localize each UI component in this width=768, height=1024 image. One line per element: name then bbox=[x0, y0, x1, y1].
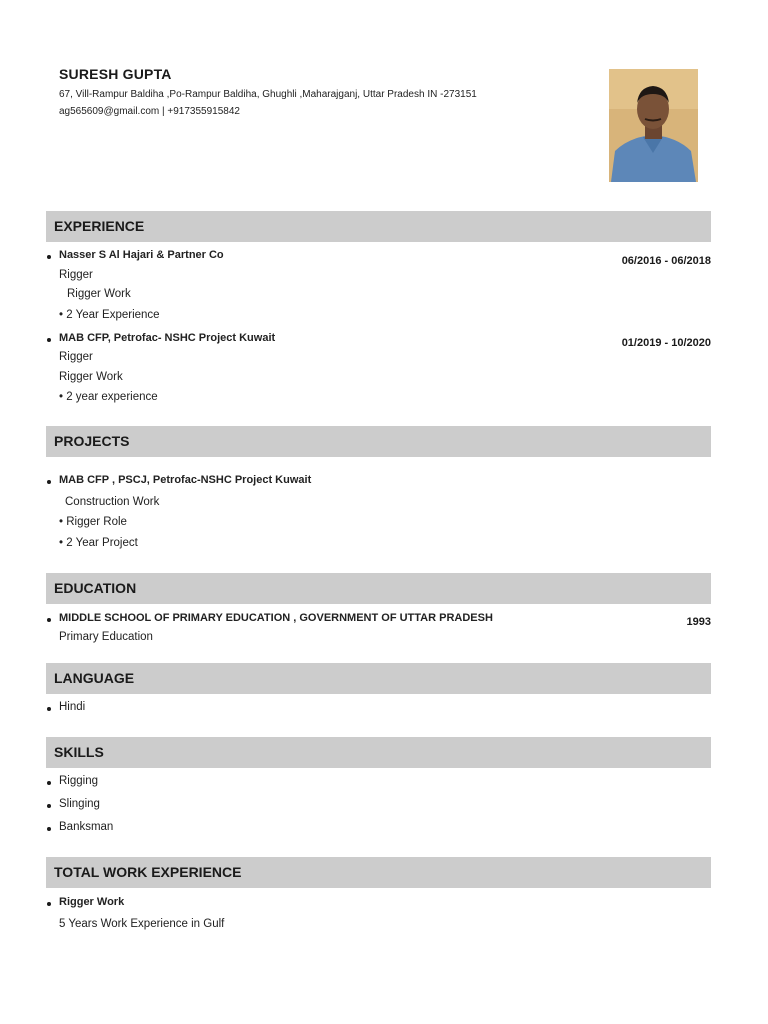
experience-1-detail: • 2 Year Experience bbox=[59, 309, 160, 321]
profile-photo bbox=[609, 69, 698, 182]
experience-2-dates: 01/2019 - 10/2020 bbox=[621, 337, 711, 349]
skills-section-title: SKILLS bbox=[46, 737, 711, 768]
total-experience-heading: Rigger Work bbox=[59, 896, 125, 908]
education-school: MIDDLE SCHOOL OF PRIMARY EDUCATION , GOVERNMENT OF UTTAR PRADESH bbox=[59, 612, 493, 624]
total-experience-detail: 5 Years Work Experience in Gulf bbox=[59, 918, 225, 930]
candidate-contact: ag565609@gmail.com | +917355915842 bbox=[59, 106, 240, 117]
experience-2-company: MAB CFP, Petrofac- NSHC Project Kuwait bbox=[59, 332, 276, 344]
skill-item: Banksman bbox=[59, 821, 114, 833]
candidate-address: 67, Vill-Rampur Baldiha ,Po-Rampur Baldiha, Ghughli ,Maharajganj, Uttar Pradesh IN -273151 bbox=[59, 89, 477, 100]
skill-item: Slinging bbox=[59, 798, 100, 810]
education-degree: Primary Education bbox=[59, 631, 153, 643]
candidate-name: SURESH GUPTA bbox=[59, 66, 172, 82]
experience-2-description: Rigger Work bbox=[59, 371, 123, 383]
experience-1-description: Rigger Work bbox=[67, 288, 131, 300]
project-line: • Rigger Role bbox=[59, 516, 127, 528]
experience-2-role: Rigger bbox=[59, 351, 93, 363]
language-item: Hindi bbox=[59, 701, 86, 713]
education-year: 1993 bbox=[686, 616, 711, 628]
project-name: MAB CFP , PSCJ, Petrofac-NSHC Project Kuwait bbox=[59, 474, 312, 486]
project-line: Construction Work bbox=[65, 496, 160, 508]
total-experience-section-title: TOTAL WORK EXPERIENCE bbox=[46, 857, 711, 888]
resume-header bbox=[59, 66, 599, 120]
experience-1-dates: 06/2016 - 06/2018 bbox=[621, 255, 711, 267]
experience-1-role: Rigger bbox=[59, 269, 93, 281]
experience-1-company: Nasser S Al Hajari & Partner Co bbox=[59, 249, 224, 261]
skill-item: Rigging bbox=[59, 775, 98, 787]
project-line: • 2 Year Project bbox=[59, 537, 138, 549]
education-section-title: EDUCATION bbox=[46, 573, 711, 604]
projects-section-title: PROJECTS bbox=[46, 426, 711, 457]
experience-2-detail: • 2 year experience bbox=[59, 391, 158, 403]
experience-section-title: EXPERIENCE bbox=[46, 211, 711, 242]
language-section-title: LANGUAGE bbox=[46, 663, 711, 694]
